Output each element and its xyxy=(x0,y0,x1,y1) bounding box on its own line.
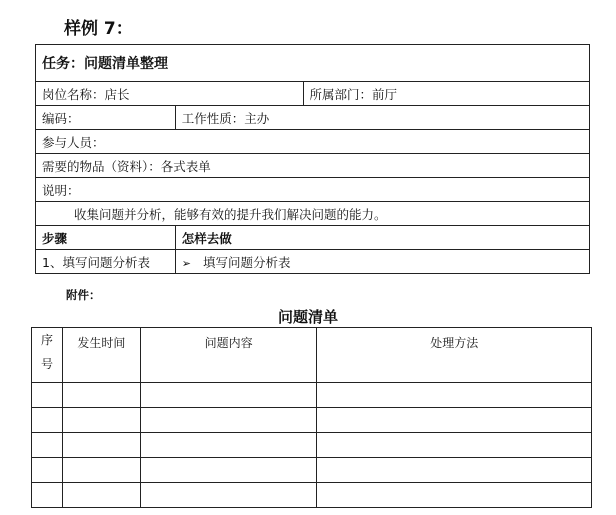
table-cell[interactable] xyxy=(62,383,140,408)
problem-list-title: 问题清单 xyxy=(277,308,338,326)
steps-header: 步骤 xyxy=(36,226,176,250)
attachment-label: 附件： xyxy=(66,288,101,302)
time-header: 发生时间 xyxy=(62,328,140,383)
seq-header xyxy=(32,328,63,383)
table-row xyxy=(32,458,592,483)
materials-cell: 需要的物品（资料）：各式表单 xyxy=(36,154,590,178)
table-cell[interactable] xyxy=(140,383,317,408)
code-cell: 编码： xyxy=(36,106,176,130)
how-1-cell xyxy=(175,250,589,274)
method-header: 处理方法 xyxy=(317,328,592,383)
sample-heading: 样例 7： xyxy=(64,19,133,39)
arrow-bullet-icon: ➢ xyxy=(181,256,191,270)
table-cell[interactable] xyxy=(32,433,63,458)
table-cell[interactable] xyxy=(317,458,592,483)
table-cell[interactable] xyxy=(317,483,592,508)
table-cell[interactable] xyxy=(32,383,63,408)
table-cell[interactable] xyxy=(140,483,317,508)
table-cell[interactable] xyxy=(32,408,63,433)
description-text-cell: 收集问题并分析，能够有效的提升我们解决问题的能力。 xyxy=(36,202,590,226)
task-table xyxy=(35,44,590,274)
task-title: 任务：问题清单整理 xyxy=(36,45,590,82)
seq-header-line2: 号 xyxy=(40,357,53,371)
description-label-cell: 说明： xyxy=(36,178,590,202)
table-cell[interactable] xyxy=(317,383,592,408)
table-cell[interactable] xyxy=(317,433,592,458)
table-cell[interactable] xyxy=(317,408,592,433)
work-nature-cell: 工作性质：主办 xyxy=(175,106,589,130)
step-1-cell: 1、填写问题分析表 xyxy=(36,250,176,274)
table-cell[interactable] xyxy=(62,433,140,458)
table-cell[interactable] xyxy=(32,483,63,508)
table-cell[interactable] xyxy=(140,458,317,483)
table-row xyxy=(32,483,592,508)
table-cell[interactable] xyxy=(32,458,63,483)
table-cell[interactable] xyxy=(140,433,317,458)
table-row xyxy=(32,408,592,433)
how-1-text: 填写问题分析表 xyxy=(203,254,291,270)
table-row xyxy=(32,383,592,408)
table-cell[interactable] xyxy=(62,458,140,483)
seq-header-line1: 序 xyxy=(40,333,53,347)
department-cell: 所属部门：前厅 xyxy=(303,82,590,106)
position-cell: 岗位名称：店长 xyxy=(36,82,304,106)
table-cell[interactable] xyxy=(140,408,317,433)
how-header: 怎样去做 xyxy=(175,226,589,250)
table-cell[interactable] xyxy=(62,483,140,508)
content-header: 问题内容 xyxy=(140,328,317,383)
table-row xyxy=(32,433,592,458)
table-cell[interactable] xyxy=(62,408,140,433)
problem-list-table xyxy=(31,327,592,508)
participants-cell: 参与人员： xyxy=(36,130,590,154)
